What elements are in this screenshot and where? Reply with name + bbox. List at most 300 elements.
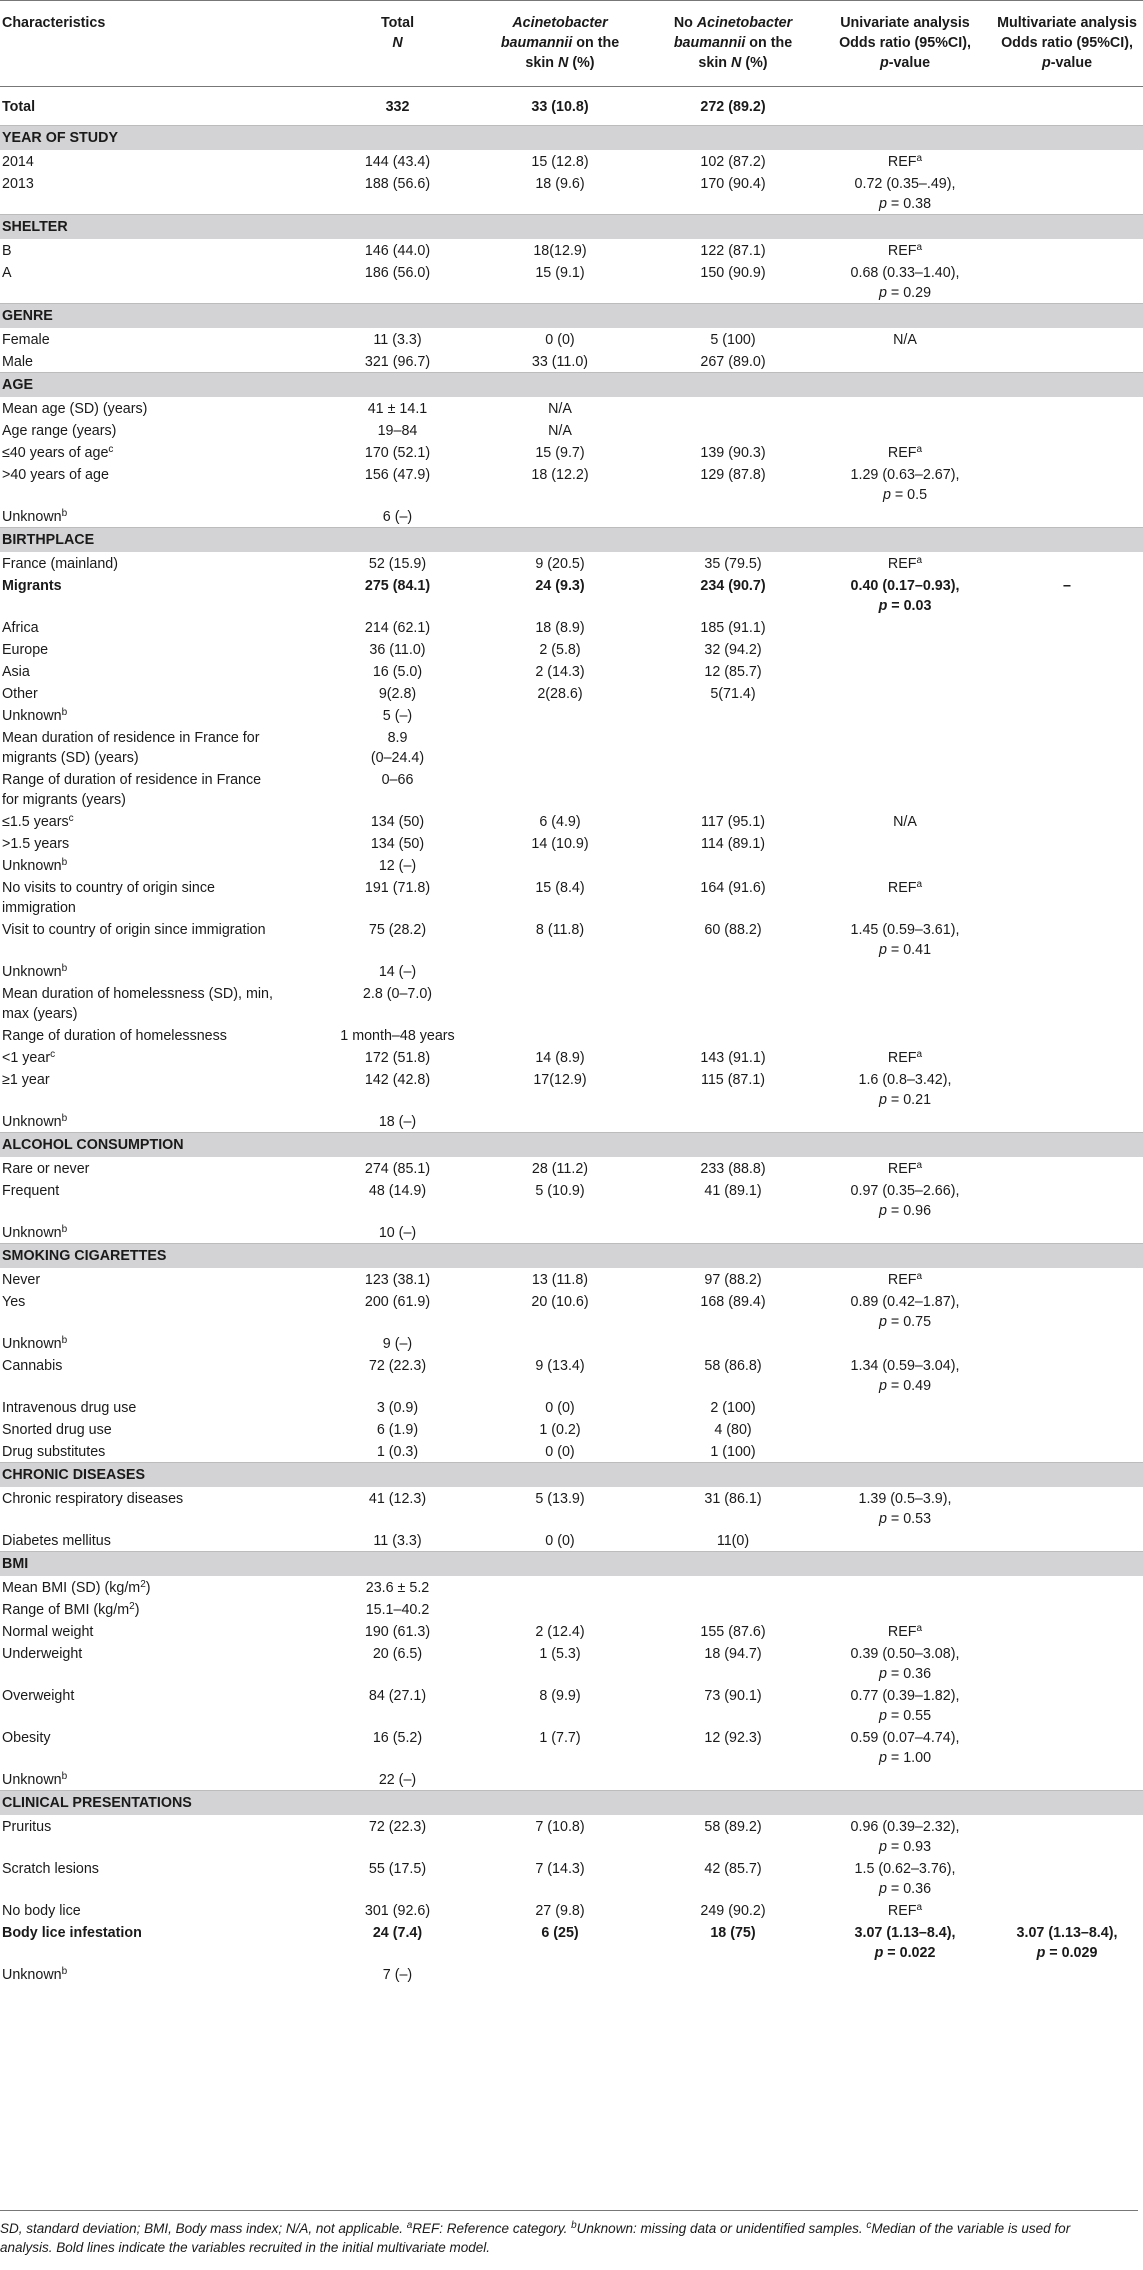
cell-characteristic: Intravenous drug use (2, 1400, 137, 1416)
table-row (0, 261, 1143, 304)
cell-characteristic: Mean BMI (SD) $(kg/m^2)$ (2, 1579, 151, 1596)
cell-univariate: REF$^a$ (887, 1902, 923, 1919)
cell-total: 332 (385, 99, 410, 115)
section-label: SMOKING CIGARETTES (0, 1244, 1143, 1269)
cell-multivariate (991, 638, 1143, 660)
cell-total: 72 (22.3) (368, 1819, 427, 1835)
cell-no-ab-skin (647, 854, 819, 876)
cell-multivariate (991, 918, 1143, 960)
cell-univariate (819, 505, 991, 528)
cell-multivariate (991, 1396, 1143, 1418)
cell-ab-skin (473, 1598, 647, 1620)
cell-characteristic: Unknown$^b$ (2, 857, 68, 874)
table-row (0, 1726, 1143, 1768)
table-row (0, 1046, 1143, 1068)
cell-multivariate (991, 1110, 1143, 1133)
table-row (0, 1921, 1143, 1963)
cell-total: 55 (17.5) (368, 1861, 427, 1877)
cell-total: 188 (56.6) (364, 176, 431, 192)
cell-multivariate (991, 328, 1143, 350)
cell-total: 191 (71.8) (364, 880, 431, 896)
cell-no-ab-skin: 42 (85.7) (704, 1861, 762, 1877)
cell-total: 72 (22.3) (368, 1358, 427, 1374)
total-row (0, 87, 1143, 126)
table-row (0, 704, 1143, 726)
table-row (0, 1290, 1143, 1332)
table-row (0, 1576, 1143, 1598)
table-row (0, 172, 1143, 215)
cell-no-ab-skin: 5 (100) (710, 332, 756, 348)
cell-univariate (819, 1418, 991, 1440)
cell-no-ab-skin: 2 (100) (710, 1400, 756, 1416)
cell-no-ab-skin (647, 768, 819, 810)
cell-total: 3 (0.9) (376, 1400, 419, 1416)
cell-univariate (819, 660, 991, 682)
section-header-row (0, 215, 1143, 240)
cell-univariate: REF$^a$ (887, 1271, 923, 1288)
table-row (0, 1529, 1143, 1552)
section-label: YEAR OF STUDY (0, 126, 1143, 151)
cell-no-ab-skin (647, 1332, 819, 1354)
cell-characteristic: Scratch lesions (2, 1861, 99, 1877)
cell-multivariate (991, 463, 1143, 505)
cell-total: 15.1–40.2 (365, 1602, 430, 1618)
cell-multivariate (991, 1440, 1143, 1463)
cell-multivariate (991, 1815, 1143, 1857)
cell-no-ab-skin (647, 505, 819, 528)
footnote-marker: c (108, 444, 114, 455)
cell-total: 321 (96.7) (364, 354, 431, 370)
cell-univariate (819, 1576, 991, 1598)
cell-ab-skin: 0 (0) (545, 1444, 575, 1460)
cell-no-ab-skin (647, 397, 819, 419)
cell-multivariate: 3.07 (1.13–8.4), p = 0.029 (1016, 1925, 1118, 1961)
cell-univariate (819, 1963, 991, 1985)
cell-univariate (819, 1221, 991, 1244)
cell-univariate: 3.07 (1.13–8.4), p = 0.022 (854, 1925, 956, 1961)
cell-ab-skin: 1 (7.7) (539, 1730, 581, 1746)
footnote-marker: a (916, 1160, 923, 1171)
table-row (0, 1024, 1143, 1046)
cell-characteristic: Obesity (2, 1730, 51, 1746)
section-label: CHRONIC DISEASES (0, 1463, 1143, 1488)
cell-multivariate (991, 87, 1143, 126)
cell-total: 0–66 (381, 772, 414, 788)
cell-multivariate (991, 150, 1143, 172)
table-row (0, 397, 1143, 419)
cell-ab-skin: 5 (13.9) (535, 1491, 585, 1507)
cell-no-ab-skin (647, 1598, 819, 1620)
cell-no-ab-skin: 143 (91.1) (700, 1050, 766, 1066)
cell-characteristic: Asia (2, 664, 30, 680)
footnote-marker: a (916, 1271, 923, 1282)
table-row (0, 768, 1143, 810)
section-label: CLINICAL PRESENTATIONS (0, 1791, 1143, 1816)
cell-no-ab-skin (647, 1110, 819, 1133)
footnote-marker: b (61, 1224, 68, 1235)
cell-multivariate (991, 1418, 1143, 1440)
cell-ab-skin: 18 (8.9) (535, 620, 585, 636)
cell-ab-skin (473, 982, 647, 1024)
header-characteristics: Characteristics (0, 1, 322, 87)
cell-characteristic: Unknown$^b$ (2, 1224, 68, 1241)
footnote-marker: a (916, 1623, 923, 1634)
cell-ab-skin: 18 (9.6) (535, 176, 585, 192)
cell-multivariate (991, 1268, 1143, 1290)
cell-no-ab-skin: 164 (91.6) (700, 880, 766, 896)
cell-ab-skin: 7 (10.8) (535, 1819, 585, 1835)
cell-ab-skin (473, 1576, 647, 1598)
table-row (0, 1440, 1143, 1463)
cell-ab-skin (473, 1332, 647, 1354)
cell-multivariate (991, 832, 1143, 854)
cell-total: 200 (61.9) (364, 1294, 431, 1310)
footnote-marker: b (61, 1335, 68, 1346)
cell-no-ab-skin: 267 (89.0) (700, 354, 766, 370)
cell-multivariate (991, 1576, 1143, 1598)
cell-univariate (819, 726, 991, 768)
cell-no-ab-skin: 122 (87.1) (700, 243, 766, 259)
cell-multivariate (991, 1899, 1143, 1921)
table-row (0, 1068, 1143, 1110)
cell-ab-skin: 28 (11.2) (531, 1161, 589, 1177)
cell-total: 22 (–) (378, 1772, 417, 1788)
section-header-row (0, 304, 1143, 329)
header-ab-skin: Acinetobacter baumannii on the skin N (%) (473, 1, 647, 87)
cell-total: 6 (–) (382, 509, 413, 525)
table-footnote: SD, standard deviation; BMI, Body mass index; N/A, not applicable. $^a$REF: Reference category. $^b$Unknown: missing data or unidentified samples. $^c$Median of the variable is used for analysis. Bold lines indicate the variables recruited in the initial multivariate model. (0, 2210, 1138, 2257)
cell-no-ab-skin: 1 (100) (710, 1444, 756, 1460)
cell-no-ab-skin (647, 1024, 819, 1046)
cell-total: 24 (7.4) (372, 1925, 423, 1941)
cell-univariate: REF$^a$ (887, 1623, 923, 1640)
table-row (0, 1354, 1143, 1396)
table-row (0, 1221, 1143, 1244)
table-row (0, 1332, 1143, 1354)
cell-multivariate (991, 552, 1143, 574)
cell-total: 7 (–) (382, 1967, 413, 1983)
table-row (0, 1620, 1143, 1642)
cell-characteristic: Male (2, 354, 33, 370)
header-no-ab-skin: No Acinetobacter baumannii on the skin N (%) (647, 1, 819, 87)
cell-multivariate (991, 854, 1143, 876)
cell-univariate (819, 87, 991, 126)
cell-univariate: 1.6 (0.8–3.42), p = 0.21 (858, 1072, 952, 1108)
cell-ab-skin (473, 1024, 647, 1046)
cell-characteristic: Europe (2, 642, 49, 658)
cell-characteristic: >1.5 years (2, 836, 70, 852)
table-row (0, 1642, 1143, 1684)
cell-univariate (819, 1529, 991, 1552)
cell-total: 10 (–) (378, 1225, 417, 1241)
cell-characteristic: Unknown$^b$ (2, 707, 68, 724)
cell-total: 8.9 (0–24.4) (370, 730, 425, 766)
cell-univariate (819, 854, 991, 876)
cell-total: 14 (–) (378, 964, 417, 980)
cell-univariate: 0.89 (0.42–1.87), p = 0.75 (850, 1294, 960, 1330)
cell-univariate: 0.72 (0.35–.49), p = 0.38 (854, 176, 956, 212)
cell-univariate (819, 768, 991, 810)
cell-multivariate (991, 1598, 1143, 1620)
cell-total: 16 (5.0) (372, 664, 423, 680)
cell-ab-skin: 20 (10.6) (531, 1294, 589, 1310)
header-multivariate: Multivariate analysis Odds ratio (95%CI), p-value (991, 1, 1143, 87)
cell-multivariate (991, 419, 1143, 441)
table-row (0, 505, 1143, 528)
table-row (0, 350, 1143, 373)
cell-characteristic: Snorted drug use (2, 1422, 112, 1438)
cell-total: 11 (3.3) (373, 332, 422, 348)
cell-multivariate (991, 1024, 1143, 1046)
cell-ab-skin (473, 1221, 647, 1244)
cell-characteristic: Unknown$^b$ (2, 963, 68, 980)
cell-univariate (819, 960, 991, 982)
cell-total: 172 (51.8) (364, 1050, 431, 1066)
table-row (0, 552, 1143, 574)
cell-characteristic: Range of duration of residence in France for migrants (years) (2, 772, 262, 808)
footnote-marker: b (61, 707, 68, 718)
cell-total: 19–84 (377, 423, 418, 439)
cell-multivariate (991, 1354, 1143, 1396)
cell-ab-skin: 0 (0) (545, 1533, 575, 1549)
cell-ab-skin: 2 (14.3) (535, 664, 585, 680)
cell-no-ab-skin: 115 (87.1) (700, 1072, 766, 1088)
table-row (0, 1396, 1143, 1418)
footnote-marker: b (61, 857, 68, 868)
cell-characteristic: No visits to country of origin since immigration (2, 880, 215, 916)
cell-characteristic: Africa (2, 620, 39, 636)
table-row (0, 328, 1143, 350)
table-row (0, 1487, 1143, 1529)
cell-multivariate (991, 768, 1143, 810)
cell-ab-skin: 2 (12.4) (535, 1624, 585, 1640)
cell-ab-skin: 2(28.6) (537, 686, 583, 702)
section-header-row (0, 528, 1143, 553)
cell-ab-skin: 7 (14.3) (535, 1861, 585, 1877)
cell-univariate: 0.77 (0.39–1.82), p = 0.55 (850, 1688, 960, 1724)
cell-univariate (819, 982, 991, 1024)
cell-ab-skin (473, 1110, 647, 1133)
cell-multivariate (991, 1642, 1143, 1684)
table-row (0, 1157, 1143, 1179)
cell-total: 170 (52.1) (364, 445, 431, 461)
cell-characteristic: France (mainland) (2, 556, 119, 572)
cell-characteristic: Chronic respiratory diseases (2, 1491, 184, 1507)
cell-multivariate (991, 1620, 1143, 1642)
cell-univariate: 0.39 (0.50–3.08), p = 0.36 (850, 1646, 960, 1682)
cell-univariate: 0.97 (0.35–2.66), p = 0.96 (850, 1183, 960, 1219)
cell-univariate (819, 638, 991, 660)
cell-ab-skin: 0 (0) (545, 332, 575, 348)
cell-multivariate (991, 1487, 1143, 1529)
cell-univariate: 0.68 (0.33–1.40), p = 0.29 (850, 265, 960, 301)
cell-no-ab-skin: 129 (87.8) (700, 467, 766, 483)
cell-characteristic: Unknown$^b$ (2, 1771, 68, 1788)
cell-no-ab-skin: 58 (86.8) (704, 1358, 762, 1374)
section-label: GENRE (0, 304, 1143, 329)
cell-total: 134 (50) (370, 836, 425, 852)
table-row (0, 441, 1143, 463)
footnote-marker: c (50, 1049, 56, 1060)
table-row (0, 1899, 1143, 1921)
cell-characteristic: Underweight (2, 1646, 83, 1662)
cell-univariate: 1.5 (0.62–3.76), p = 0.36 (854, 1861, 956, 1897)
cell-total: 144 (43.4) (364, 154, 431, 170)
cell-multivariate (991, 1046, 1143, 1068)
cell-univariate (819, 704, 991, 726)
cell-univariate: REF$^a$ (887, 1049, 923, 1066)
cell-ab-skin: 15 (8.4) (535, 880, 585, 896)
cell-univariate: 0.40 (0.17–0.93), p = 0.03 (850, 578, 960, 614)
cell-no-ab-skin (647, 982, 819, 1024)
table-row (0, 463, 1143, 505)
cell-multivariate (991, 441, 1143, 463)
cell-total: 41 (12.3) (368, 1491, 427, 1507)
cell-no-ab-skin: 73 (90.1) (704, 1688, 762, 1704)
cell-total: 16 (5.2) (372, 1730, 423, 1746)
cell-multivariate (991, 350, 1143, 373)
cell-ab-skin: 6 (4.9) (539, 814, 581, 830)
cell-ab-skin (473, 505, 647, 528)
section-header-row (0, 1463, 1143, 1488)
cell-total: 18 (–) (378, 1114, 417, 1130)
cell-no-ab-skin (647, 726, 819, 768)
table-row (0, 1857, 1143, 1899)
cell-total: 1 (0.3) (376, 1444, 419, 1460)
cell-characteristic: Body lice infestation (2, 1925, 142, 1941)
cell-multivariate (991, 397, 1143, 419)
cell-multivariate (991, 810, 1143, 832)
cell-ab-skin: 24 (9.3) (535, 578, 585, 594)
cell-ab-skin (473, 854, 647, 876)
cell-univariate (819, 397, 991, 419)
cell-characteristic: No body lice (2, 1903, 81, 1919)
cell-no-ab-skin: 117 (95.1) (700, 814, 766, 830)
cell-univariate: 0.59 (0.07–4.74), p = 1.00 (850, 1730, 960, 1766)
cell-no-ab-skin: 234 (90.7) (700, 578, 766, 594)
cell-multivariate (991, 1068, 1143, 1110)
table-row (0, 982, 1143, 1024)
table-row (0, 682, 1143, 704)
cell-univariate (819, 616, 991, 638)
cell-total: 48 (14.9) (368, 1183, 427, 1199)
cell-ab-skin: 15 (12.8) (531, 154, 589, 170)
cell-characteristic: Rare or never (2, 1161, 90, 1177)
cell-total: 52 (15.9) (368, 556, 427, 572)
footnote-marker: b (61, 963, 68, 974)
cell-univariate: 0.96 (0.39–2.32), p = 0.93 (850, 1819, 960, 1855)
cell-univariate (819, 1332, 991, 1354)
cell-characteristic: Female (2, 332, 50, 348)
cell-characteristic: A (2, 265, 12, 281)
cell-total: 9(2.8) (378, 686, 417, 702)
table-row (0, 574, 1143, 616)
footnote-marker: b (61, 1966, 68, 1977)
header-total: Total N (322, 1, 473, 87)
cell-characteristic: Migrants (2, 578, 62, 594)
cell-characteristic: ≤1.5 years$^c$ (2, 813, 74, 830)
cell-multivariate (991, 1726, 1143, 1768)
footnote-marker: a (916, 242, 923, 253)
cell-characteristic: Other (2, 686, 38, 702)
footnote-marker: a (916, 879, 923, 890)
footnote-marker: a (916, 153, 923, 164)
cell-no-ab-skin: 4 (80) (714, 1422, 752, 1438)
footnote-marker: a (916, 555, 923, 566)
cell-no-ab-skin: 155 (87.6) (700, 1624, 766, 1640)
cell-total: 186 (56.0) (364, 265, 431, 281)
cell-univariate: REF$^a$ (887, 444, 923, 461)
cell-no-ab-skin: 35 (79.5) (704, 556, 762, 572)
cell-total: 12 (–) (378, 858, 417, 874)
cell-multivariate (991, 1529, 1143, 1552)
cell-univariate: 1.34 (0.59–3.04), p = 0.49 (850, 1358, 960, 1394)
cell-no-ab-skin: 41 (89.1) (704, 1183, 762, 1199)
cell-total: 36 (11.0) (369, 642, 426, 658)
table-row (0, 832, 1143, 854)
cell-univariate: N/A (893, 814, 917, 830)
cell-total: 1 month–48 years (340, 1028, 455, 1044)
cell-ab-skin: 1 (0.2) (539, 1422, 581, 1438)
cell-ab-skin (473, 960, 647, 982)
cell-multivariate (991, 960, 1143, 982)
cell-characteristic: Unknown$^b$ (2, 1113, 68, 1130)
section-header-row (0, 1133, 1143, 1158)
cell-characteristic: Diabetes mellitus (2, 1533, 111, 1549)
cell-characteristic: Yes (2, 1294, 26, 1310)
cell-total: 20 (6.5) (372, 1646, 423, 1662)
footnote-marker: b (61, 508, 68, 519)
cell-univariate: REF$^a$ (887, 1160, 923, 1177)
table-row (0, 239, 1143, 261)
table-row (0, 854, 1143, 876)
table-row (0, 1768, 1143, 1791)
cell-no-ab-skin: 18 (75) (710, 1925, 756, 1941)
cell-ab-skin: 18 (12.2) (531, 467, 589, 483)
cell-multivariate (991, 682, 1143, 704)
cell-characteristic: Cannabis (2, 1358, 63, 1374)
cell-total: 6 (1.9) (376, 1422, 419, 1438)
table-row (0, 1110, 1143, 1133)
cell-multivariate (991, 1332, 1143, 1354)
section-label: BMI (0, 1552, 1143, 1577)
cell-ab-skin: 14 (8.9) (535, 1050, 585, 1066)
cell-characteristic: Unknown$^b$ (2, 508, 68, 525)
section-header-row (0, 1552, 1143, 1577)
cell-characteristic: Unknown$^b$ (2, 1966, 68, 1983)
cell-no-ab-skin: 114 (89.1) (700, 836, 766, 852)
cell-characteristic: Age range (years) (2, 423, 117, 439)
cell-ab-skin (473, 1963, 647, 1985)
header-univariate: Univariate analysis Odds ratio (95%CI), p-value (819, 1, 991, 87)
cell-no-ab-skin: 170 (90.4) (700, 176, 766, 192)
cell-no-ab-skin: 18 (94.7) (704, 1646, 762, 1662)
cell-no-ab-skin: 139 (90.3) (700, 445, 766, 461)
cell-multivariate (991, 1179, 1143, 1221)
cell-multivariate (991, 505, 1143, 528)
cell-ab-skin: 33 (11.0) (531, 354, 589, 370)
cell-characteristic: Never (2, 1272, 41, 1288)
cell-total: 75 (28.2) (368, 922, 427, 938)
cell-total: 274 (85.1) (364, 1161, 431, 1177)
footnote-marker: 2 (140, 1579, 146, 1590)
cell-univariate (819, 1598, 991, 1620)
cell-univariate (819, 1024, 991, 1046)
cell-no-ab-skin: 102 (87.2) (700, 154, 766, 170)
cell-characteristic: 2013 (2, 176, 34, 192)
cell-total: 134 (50) (370, 814, 425, 830)
section-label: SHELTER (0, 215, 1143, 240)
